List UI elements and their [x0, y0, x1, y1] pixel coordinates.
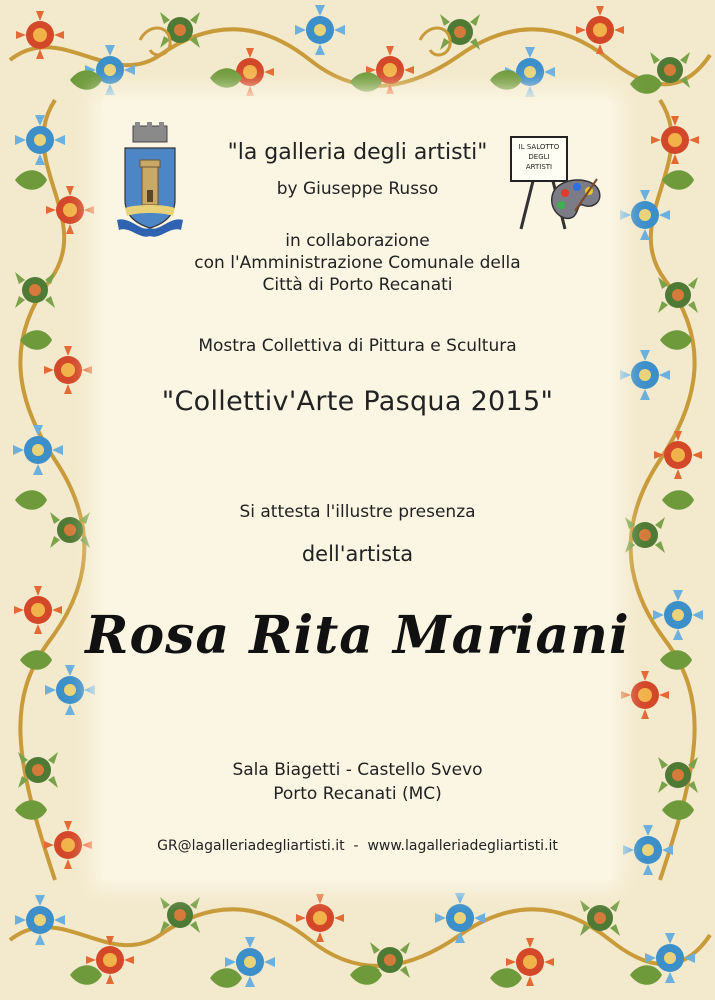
artist-name: Rosa Rita Mariani — [85, 605, 630, 666]
easel-text-line3: ARTISTI — [525, 163, 553, 171]
venue-line1: Sala Biagetti - Castello Svevo — [232, 760, 483, 780]
attestation-text: Si attesta l'illustre presenza — [239, 502, 476, 522]
easel-text-line2: DEGLI — [528, 153, 550, 161]
gallery-name: "la galleria degli artisti" — [227, 140, 488, 165]
collaboration-line2: con l'Amministrazione Comunale della — [194, 253, 521, 273]
exhibition-title: "Collettiv'Arte Pasqua 2015" — [161, 386, 554, 417]
collaboration-block — [0, 230, 715, 296]
top-border-band — [0, 0, 715, 100]
exhibition-type: Mostra Collettiva di Pittura e Scultura — [198, 336, 517, 356]
collaboration-line1: in collaborazione — [285, 231, 430, 251]
venue-line2: Porto Recanati (MC) — [273, 784, 442, 804]
collaboration-line3: Città di Porto Recanati — [262, 275, 453, 295]
contact-info: GR@lagalleriadegliartisti.it - www.lagalleriadegliartisti.it — [157, 838, 558, 854]
artist-label: dell'artista — [301, 542, 414, 566]
bottom-border-band — [0, 880, 715, 1000]
author-byline: by Giuseppe Russo — [276, 179, 439, 199]
easel-text-line1: IL SALOTTO — [518, 143, 560, 151]
venue-block — [0, 758, 715, 806]
